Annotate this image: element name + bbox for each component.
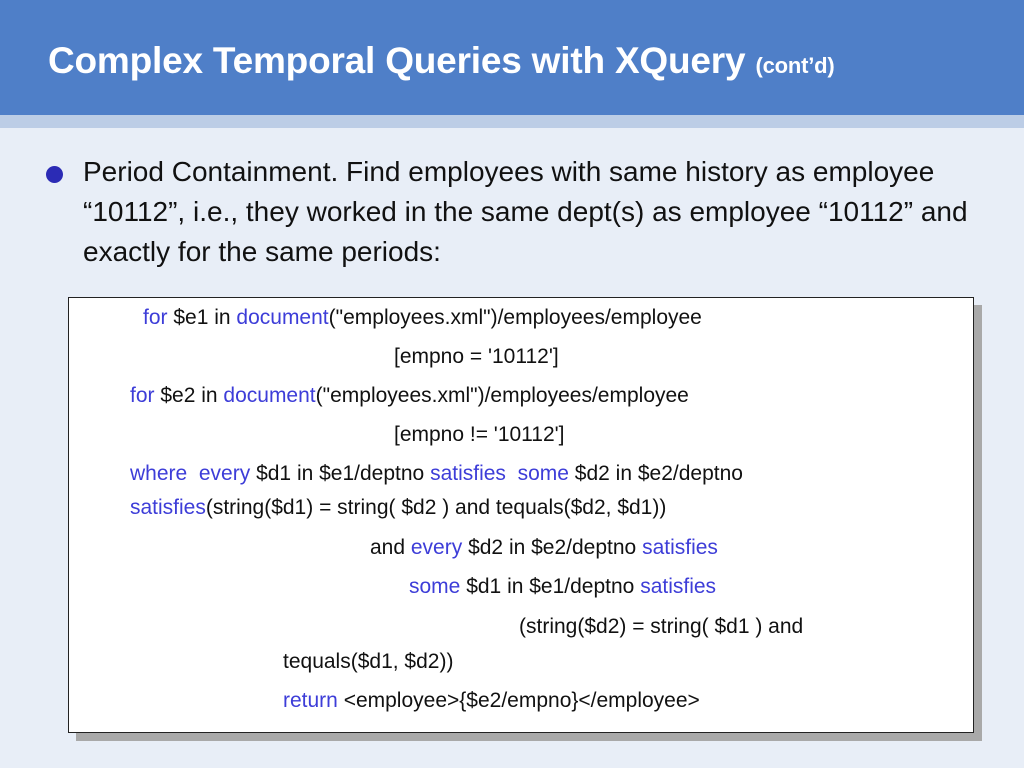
- code-text: $d2 in $e2/deptno: [462, 536, 643, 559]
- keyword: return: [283, 689, 338, 712]
- code-space: [506, 462, 518, 485]
- title-bar: [0, 0, 1024, 115]
- keyword: where: [130, 462, 188, 485]
- keyword: document: [236, 306, 329, 329]
- code-text: $e2 in: [154, 384, 224, 407]
- keyword: every: [410, 536, 463, 559]
- code-text: (string($d2) = string( $d1 ) and: [519, 615, 804, 638]
- slide-title: [48, 40, 835, 82]
- code-box: [68, 297, 974, 733]
- code-text: [empno != '10112']: [394, 423, 565, 446]
- code-text: ("employees.xml")/employees/employee: [315, 384, 689, 407]
- code-text: ("employees.xml")/employees/employee: [328, 306, 702, 329]
- code-line-11: [283, 688, 700, 714]
- code-line-5: [130, 461, 743, 487]
- code-text: (string($d1) = string( $d2 ) and tequals($d2, $d1)): [205, 496, 667, 519]
- slide-title-sub: (cont’d): [755, 53, 835, 78]
- keyword: satisfies: [640, 575, 717, 598]
- code-line-6: [130, 495, 666, 521]
- code-text: and: [370, 536, 411, 559]
- keyword: satisfies: [130, 496, 206, 519]
- code-text: $d1 in $e1/deptno: [250, 462, 431, 485]
- code-line-7: [370, 535, 718, 561]
- code-line-1: [143, 305, 702, 331]
- code-text: tequals($d1, $d2)): [283, 650, 454, 673]
- code-space: [187, 462, 199, 485]
- code-line-9: [519, 614, 803, 640]
- code-text: <employee>{$e2/empno}</employee>: [337, 689, 700, 712]
- bullet-text: Period Containment. Find employees with same history as employee “10112”, i.e., they worked in the same dept(s) as employee “10112” and exactly for the same periods:: [83, 156, 968, 267]
- code-line-4: [394, 422, 565, 448]
- code-text: $d1 in $e1/deptno: [460, 575, 641, 598]
- code-line-10: [283, 649, 453, 675]
- keyword: satisfies: [642, 536, 718, 559]
- code-line-3: [130, 383, 689, 409]
- keyword: for: [130, 384, 155, 407]
- title-underline: [0, 115, 1024, 128]
- slide-title-main: Complex Temporal Queries with XQuery: [48, 40, 746, 81]
- code-line-8: [409, 574, 716, 600]
- keyword: satisfies: [430, 462, 506, 485]
- keyword: every: [198, 462, 251, 485]
- keyword: some: [409, 575, 461, 598]
- bullet-dot-icon: [46, 166, 63, 183]
- keyword: document: [223, 384, 316, 407]
- code-text: $d2 in $e2/deptno: [568, 462, 743, 485]
- code-line-2: [394, 344, 559, 370]
- keyword: some: [517, 462, 569, 485]
- code-text: [empno = '10112']: [394, 345, 559, 368]
- keyword: for: [143, 306, 168, 329]
- code-text: $e1 in: [167, 306, 237, 329]
